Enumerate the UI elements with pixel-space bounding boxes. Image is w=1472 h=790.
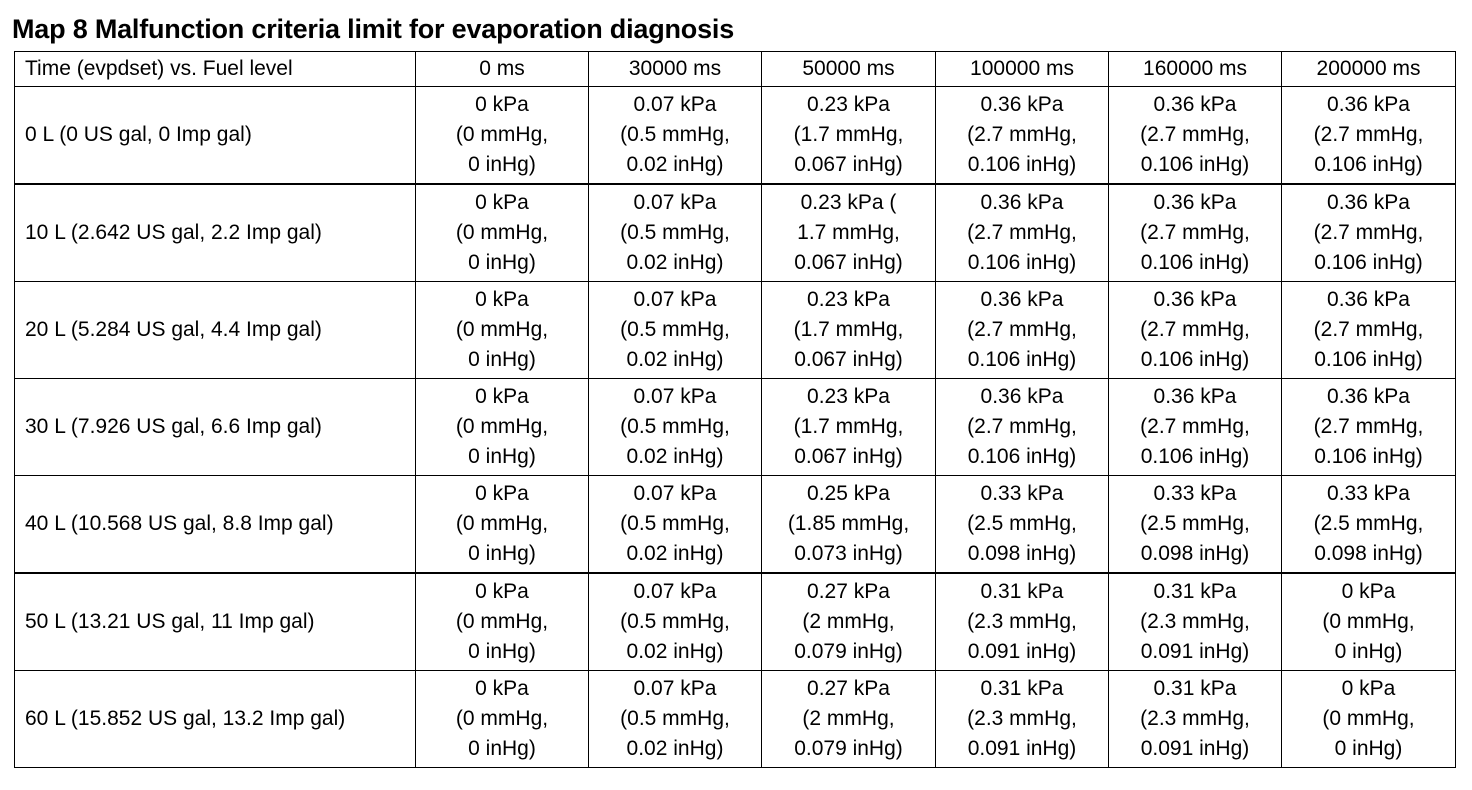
cell-line: 0.36 kPa <box>1153 288 1237 311</box>
cell-line: 0.33 kPa <box>980 482 1064 505</box>
cell-line: 0.067 inHg) <box>794 348 903 371</box>
table-row <box>15 671 1456 768</box>
table-cell <box>1282 184 1456 282</box>
table-cell <box>416 476 589 574</box>
cell-line: 0.091 inHg) <box>1140 737 1250 760</box>
cell-line: (2.7 mmHg, <box>1313 221 1424 244</box>
cell-line: 0.33 kPa <box>1327 482 1410 505</box>
cell-line: (0 mmHg, <box>455 610 549 633</box>
table-cell <box>936 184 1109 282</box>
table-cell <box>416 379 589 476</box>
table-cell <box>1109 476 1282 574</box>
row-label: 40 L (10.568 US gal, 8.8 Imp gal) <box>15 476 416 574</box>
table-row <box>15 282 1456 379</box>
cell-line: (2.7 mmHg, <box>967 415 1077 438</box>
table-cell <box>762 573 936 671</box>
cell-line: 0.106 inHg) <box>1140 445 1250 468</box>
cell-line: (0 mmHg, <box>455 318 549 341</box>
cell-line: (2.3 mmHg, <box>1140 707 1250 730</box>
cell-line: (0 mmHg, <box>455 707 549 730</box>
table-cell <box>416 282 589 379</box>
table-cell <box>416 671 589 768</box>
table-cell <box>416 184 589 282</box>
table-cell <box>762 476 936 574</box>
cell-line: 0 kPa <box>475 93 529 116</box>
cell-line: 0 kPa <box>475 191 529 214</box>
cell-line: (0.5 mmHg, <box>620 707 730 730</box>
cell-line: 0.07 kPa <box>633 385 717 408</box>
cell-line: (0 mmHg, <box>1322 610 1415 633</box>
cell-line: 0 inHg) <box>468 348 536 371</box>
cell-line: 0.07 kPa <box>633 93 717 116</box>
table-cell <box>936 282 1109 379</box>
cell-line: (0.5 mmHg, <box>620 123 730 146</box>
cell-line: (2.7 mmHg, <box>967 221 1077 244</box>
cell-line: 0.23 kPa <box>807 288 890 311</box>
table-cell <box>1109 379 1282 476</box>
table-cell <box>1109 184 1282 282</box>
cell-line: 0 kPa <box>475 288 529 311</box>
row-label: 60 L (15.852 US gal, 13.2 Imp gal) <box>15 671 416 768</box>
row-label: 50 L (13.21 US gal, 11 Imp gal) <box>15 573 416 671</box>
table-cell <box>1109 87 1282 185</box>
cell-line: (2.7 mmHg, <box>967 318 1077 341</box>
table-cell <box>1109 573 1282 671</box>
cell-line: (2.7 mmHg, <box>1313 318 1424 341</box>
cell-line: 0.23 kPa <box>807 385 890 408</box>
cell-line: (2.7 mmHg, <box>1140 123 1250 146</box>
cell-line: 0.36 kPa <box>1327 385 1410 408</box>
table-cell <box>589 282 762 379</box>
row-label: 20 L (5.284 US gal, 4.4 Imp gal) <box>15 282 416 379</box>
cell-line: 0.098 inHg) <box>967 542 1077 565</box>
cell-line: (1.7 mmHg, <box>793 415 904 438</box>
cell-line: (1.7 mmHg, <box>793 123 904 146</box>
cell-line: 0 kPa <box>475 580 529 603</box>
cell-line: 0.27 kPa <box>807 677 890 700</box>
table-row <box>15 379 1456 476</box>
cell-line: 0.106 inHg) <box>967 251 1077 274</box>
cell-line: 0.23 kPa ( <box>800 191 897 214</box>
column-header: 160000 ms <box>1109 52 1282 87</box>
cell-line: (1.7 mmHg, <box>793 318 904 341</box>
cell-line: 0.23 kPa <box>807 93 890 116</box>
table-cell <box>762 184 936 282</box>
table-cell <box>1282 573 1456 671</box>
cell-line: 0.106 inHg) <box>967 153 1077 176</box>
malfunction-criteria-table <box>14 51 1456 768</box>
cell-line: (0 mmHg, <box>455 221 549 244</box>
cell-line: 0 inHg) <box>468 445 536 468</box>
cell-line: 0.079 inHg) <box>794 640 903 663</box>
cell-line: 0 inHg) <box>468 251 536 274</box>
table-cell <box>936 379 1109 476</box>
cell-line: 0 kPa <box>475 482 529 505</box>
cell-line: 0.02 inHg) <box>626 640 724 663</box>
table-cell <box>936 573 1109 671</box>
cell-line: 0.07 kPa <box>633 288 717 311</box>
cell-line: 1.7 mmHg, <box>797 221 900 244</box>
column-header: 100000 ms <box>936 52 1109 87</box>
table-cell <box>1282 379 1456 476</box>
table-cell <box>416 573 589 671</box>
table-cell <box>589 573 762 671</box>
table-cell <box>589 184 762 282</box>
cell-line: 0.106 inHg) <box>1314 348 1423 371</box>
cell-line: 0 kPa <box>1341 677 1396 700</box>
cell-line: 0.067 inHg) <box>794 251 903 274</box>
cell-line: (2.7 mmHg, <box>1313 415 1424 438</box>
cell-line: 0.36 kPa <box>1153 191 1237 214</box>
column-header: 30000 ms <box>589 52 762 87</box>
table-cell <box>589 476 762 574</box>
cell-line: 0.02 inHg) <box>626 737 724 760</box>
cell-line: (2.3 mmHg, <box>967 707 1077 730</box>
cell-line: 0.02 inHg) <box>626 445 724 468</box>
cell-line: 0.106 inHg) <box>1140 348 1250 371</box>
table-cell <box>1109 671 1282 768</box>
table-cell <box>1282 476 1456 574</box>
cell-line: 0.106 inHg) <box>1140 251 1250 274</box>
corner-header: Time (evpdset) vs. Fuel level <box>15 52 416 87</box>
cell-line: 0.067 inHg) <box>794 153 903 176</box>
column-header: 200000 ms <box>1282 52 1456 87</box>
table-cell <box>762 282 936 379</box>
table-cell <box>416 87 589 185</box>
table-row <box>15 573 1456 671</box>
row-label: 30 L (7.926 US gal, 6.6 Imp gal) <box>15 379 416 476</box>
cell-line: 0.073 inHg) <box>794 542 903 565</box>
table-cell <box>936 671 1109 768</box>
cell-line: 0.36 kPa <box>1327 288 1410 311</box>
cell-line: 0.36 kPa <box>980 385 1064 408</box>
cell-line: (0 mmHg, <box>455 415 549 438</box>
cell-line: 0.07 kPa <box>633 580 717 603</box>
cell-line: 0 kPa <box>475 677 529 700</box>
cell-line: 0.079 inHg) <box>794 737 903 760</box>
cell-line: 0.36 kPa <box>1153 93 1237 116</box>
row-label: 0 L (0 US gal, 0 Imp gal) <box>15 87 416 185</box>
cell-line: 0.31 kPa <box>980 677 1064 700</box>
cell-line: 0.091 inHg) <box>967 640 1077 663</box>
cell-line: (2.7 mmHg, <box>1140 221 1250 244</box>
cell-line: 0.098 inHg) <box>1314 542 1423 565</box>
cell-line: 0.36 kPa <box>1327 93 1410 116</box>
cell-line: 0 inHg) <box>468 737 536 760</box>
cell-line: (0.5 mmHg, <box>620 415 730 438</box>
table-cell <box>589 379 762 476</box>
cell-line: (1.85 mmHg, <box>787 512 910 535</box>
cell-line: 0.091 inHg) <box>967 737 1077 760</box>
cell-line: 0.07 kPa <box>633 677 717 700</box>
cell-line: (0.5 mmHg, <box>620 610 730 633</box>
table-cell <box>589 87 762 185</box>
cell-line: 0 inHg) <box>1334 640 1403 663</box>
cell-line: 0.31 kPa <box>1153 677 1237 700</box>
cell-line: 0.33 kPa <box>1153 482 1237 505</box>
cell-line: (2.3 mmHg, <box>967 610 1077 633</box>
cell-line: (2.7 mmHg, <box>1313 123 1424 146</box>
cell-line: 0 inHg) <box>468 153 536 176</box>
cell-line: (0.5 mmHg, <box>620 512 730 535</box>
cell-line: 0.106 inHg) <box>967 348 1077 371</box>
cell-line: (2 mmHg, <box>802 707 895 730</box>
cell-line: 0.067 inHg) <box>794 445 903 468</box>
cell-line: 0.07 kPa <box>633 191 717 214</box>
table-cell <box>762 87 936 185</box>
cell-line: 0.02 inHg) <box>626 542 724 565</box>
cell-line: 0.36 kPa <box>1153 385 1237 408</box>
cell-line: 0 kPa <box>475 385 529 408</box>
cell-line: 0.106 inHg) <box>1140 153 1250 176</box>
cell-line: 0.091 inHg) <box>1140 640 1250 663</box>
cell-line: (2.7 mmHg, <box>1140 415 1250 438</box>
table-cell <box>1109 282 1282 379</box>
cell-line: (0 mmHg, <box>455 123 549 146</box>
row-label: 10 L (2.642 US gal, 2.2 Imp gal) <box>15 184 416 282</box>
cell-line: (2.5 mmHg, <box>967 512 1077 535</box>
page-title: Map 8 Malfunction criteria limit for evaporation diagnosis <box>12 14 735 44</box>
cell-line: 0.02 inHg) <box>626 251 724 274</box>
cell-line: 0 inHg) <box>468 640 536 663</box>
cell-line: (2.3 mmHg, <box>1140 610 1250 633</box>
cell-line: 0.36 kPa <box>980 93 1064 116</box>
cell-line: 0.106 inHg) <box>1314 251 1423 274</box>
cell-line: 0.07 kPa <box>633 482 717 505</box>
cell-line: (0.5 mmHg, <box>620 221 730 244</box>
cell-line: 0 kPa <box>1341 580 1396 603</box>
cell-line: (2.5 mmHg, <box>1140 512 1250 535</box>
cell-line: 0.36 kPa <box>1327 191 1410 214</box>
table-row <box>15 87 1456 185</box>
cell-line: 0.27 kPa <box>807 580 890 603</box>
table-row <box>15 476 1456 574</box>
cell-line: 0 inHg) <box>468 542 536 565</box>
header-row <box>15 52 1456 87</box>
cell-line: (2.7 mmHg, <box>1140 318 1250 341</box>
cell-line: 0.02 inHg) <box>626 348 724 371</box>
cell-line: 0.31 kPa <box>1153 580 1237 603</box>
cell-line: 0.31 kPa <box>980 580 1064 603</box>
cell-line: (2 mmHg, <box>802 610 895 633</box>
cell-line: 0.098 inHg) <box>1140 542 1250 565</box>
cell-line: (2.7 mmHg, <box>967 123 1077 146</box>
cell-line: (0.5 mmHg, <box>620 318 730 341</box>
table-cell <box>1282 671 1456 768</box>
column-header: 0 ms <box>416 52 589 87</box>
cell-line: (0 mmHg, <box>455 512 549 535</box>
table-cell <box>762 671 936 768</box>
table-cell <box>1282 87 1456 185</box>
table-cell <box>762 379 936 476</box>
cell-line: 0.25 kPa <box>807 482 890 505</box>
cell-line: (0 mmHg, <box>1322 707 1415 730</box>
cell-line: 0.106 inHg) <box>1314 445 1423 468</box>
cell-line: 0.106 inHg) <box>967 445 1077 468</box>
table-cell <box>936 87 1109 185</box>
cell-line: 0.106 inHg) <box>1314 153 1423 176</box>
cell-line: 0.36 kPa <box>980 191 1064 214</box>
column-header: 50000 ms <box>762 52 936 87</box>
table-cell <box>936 476 1109 574</box>
cell-line: 0 inHg) <box>1334 737 1403 760</box>
table-cell <box>1282 282 1456 379</box>
table-row <box>15 184 1456 282</box>
cell-line: (2.5 mmHg, <box>1313 512 1424 535</box>
table-cell <box>589 671 762 768</box>
cell-line: 0.02 inHg) <box>626 153 724 176</box>
cell-line: 0.36 kPa <box>980 288 1064 311</box>
